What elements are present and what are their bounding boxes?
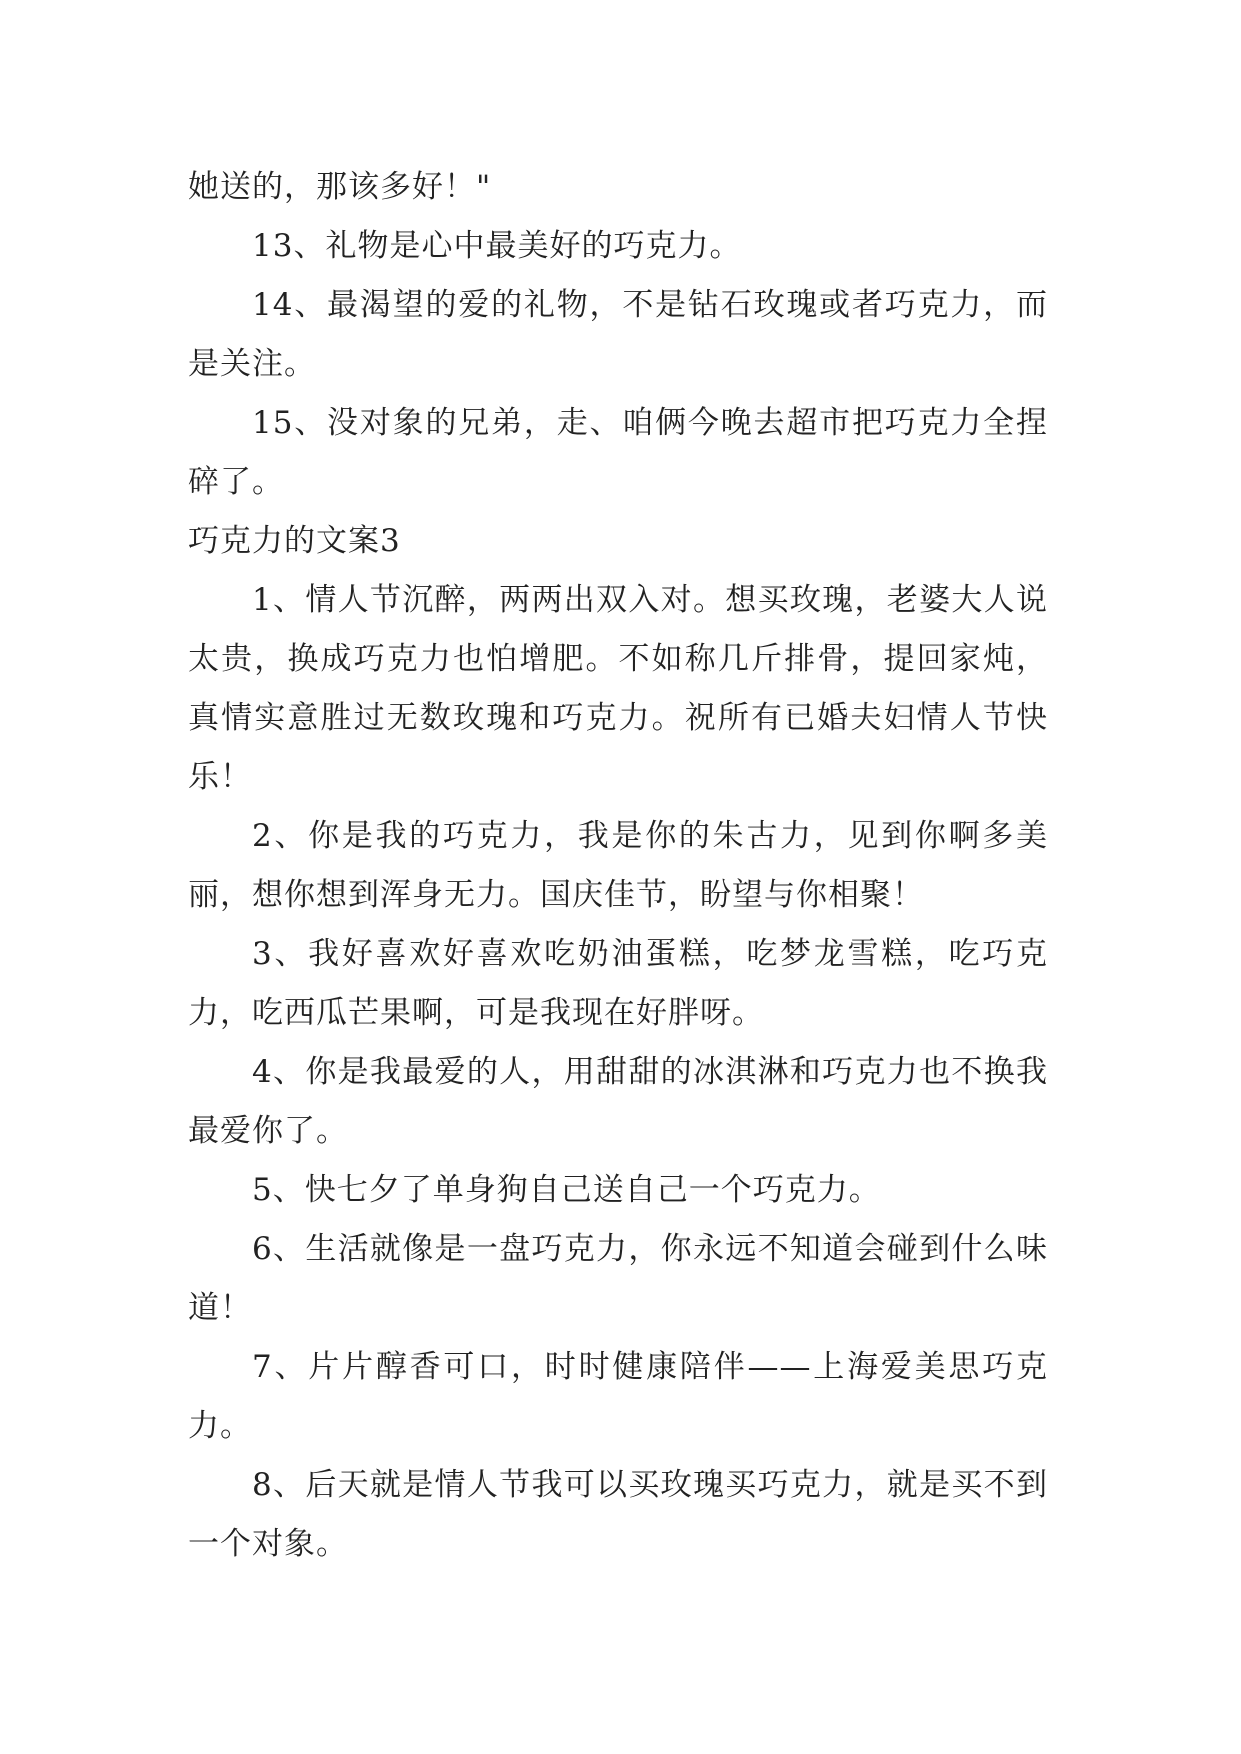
list-item-8: 8、后天就是情人节我可以买玫瑰买巧克力，就是买不到一个对象。 (188, 1467, 1048, 1562)
list-item-2: 2、你是我的巧克力，我是你的朱古力，见到你啊多美丽，想你想到浑身无力。国庆佳节，盼望与你相聚！ (188, 818, 1048, 913)
section-heading: 巧克力的文案3 (188, 523, 401, 559)
list-item-13: 13、礼物是心中最美好的巧克力。 (252, 228, 742, 264)
list-item-6: 6、生活就像是一盘巧克力，你永远不知道会碰到什么味道！ (188, 1231, 1048, 1326)
list-item-5: 5、快七夕了单身狗自己送自己一个巧克力。 (252, 1172, 881, 1208)
list-item-4: 4、你是我最爱的人，用甜甜的冰淇淋和巧克力也不换我最爱你了。 (188, 1054, 1048, 1149)
document-body (188, 158, 1048, 1574)
list-item-7: 7、片片醇香可口，时时健康陪伴——上海爱美思巧克力。 (188, 1349, 1048, 1444)
list-item-3: 3、我好喜欢好喜欢吃奶油蛋糕，吃梦龙雪糕，吃巧克力，吃西瓜芒果啊，可是我现在好胖呀。 (188, 936, 1048, 1031)
list-item-15: 15、没对象的兄弟，走、咱俩今晚去超市把巧克力全捏碎了。 (188, 405, 1048, 500)
list-item-1: 1、情人节沉醉，两两出双入对。想买玫瑰，老婆大人说太贵，换成巧克力也怕增肥。不如称几斤排骨，提回家炖，真情实意胜过无数玫瑰和巧克力。祝所有已婚夫妇情人节快乐！ (188, 582, 1048, 795)
continuation-paragraph: 她送的，那该多好！" (188, 169, 492, 205)
list-item-14: 14、最渴望的爱的礼物，不是钻石玫瑰或者巧克力，而是关注。 (188, 287, 1048, 382)
